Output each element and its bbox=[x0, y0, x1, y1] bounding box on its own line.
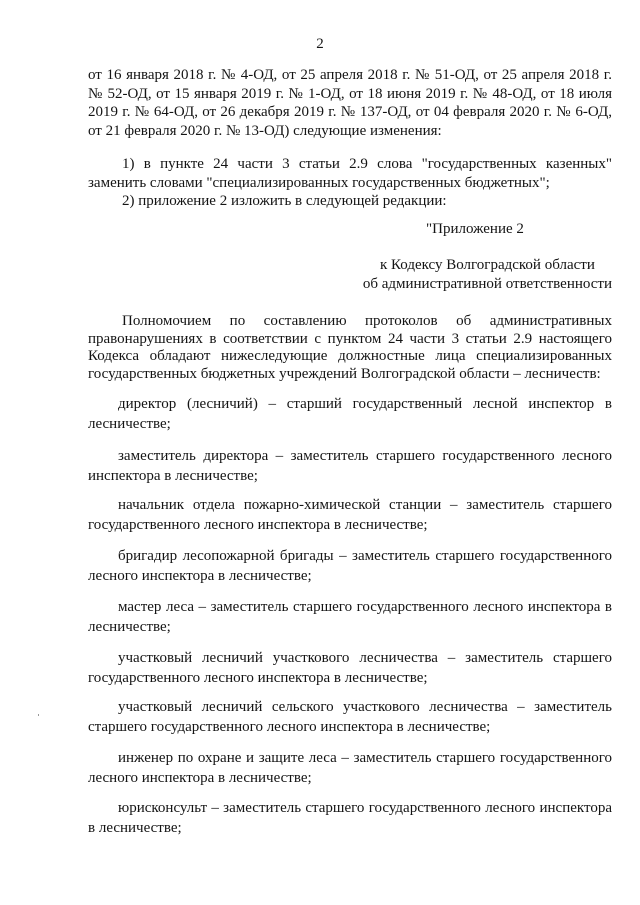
official-entry-director: директор (лесничий) – старший государственный лесной инспектор в лесничестве; bbox=[88, 396, 612, 432]
official-entry-rural-district-forester: участковый лесничий сельского участкового лесничества – заместитель старшего государственного лесного инспектора в лесничестве; bbox=[88, 699, 612, 735]
amendment-item-1: 1) в пункте 24 части 3 статьи 2.9 слова "государственных казенных" заменить словами "специализированных государственных бюджетных"; bbox=[88, 156, 612, 191]
annex-reference bbox=[363, 256, 612, 294]
official-entry-forest-master: мастер леса – заместитель старшего государственного лесного инспектора в лесничестве; bbox=[88, 599, 612, 635]
margin-mark bbox=[38, 714, 39, 716]
official-entry-fire-brigade-leader: бригадир лесопожарной бригады – заместитель старшего государственного лесного инспектора в лесничестве; bbox=[88, 548, 612, 584]
intro-paragraph: от 16 января 2018 г. № 4-ОД, от 25 апреля 2018 г. № 51-ОД, от 25 апреля 2018 г. № 52-ОД, от 15 января 2019 г. № 1-ОД, от 18 июня 2019 г. № 48-ОД, от 18 июля 2019 г. № 64-ОД, от 26 декабря 2019 г. № 137-ОД, от 04 февраля 2020 г. № 6-ОД, от 21 февраля 2020 г. № 13-ОД) следующие изменения: bbox=[88, 67, 612, 139]
official-entry-deputy-director: заместитель директора – заместитель старшего государственного лесного инспектора в лесничестве; bbox=[88, 448, 612, 484]
official-entry-protection-engineer: инженер по охране и защите леса – заместитель старшего государственного лесного инспектора в лесничестве; bbox=[88, 750, 612, 786]
annex-reference-line-1: к Кодексу Волгоградской области bbox=[379, 257, 595, 273]
annex-title: "Приложение 2 bbox=[426, 221, 524, 237]
official-entry-legal-advisor: юрисконсульт – заместитель старшего государственного лесного инспектора в лесничестве; bbox=[88, 800, 612, 836]
annex-reference-line-2: об административной ответственности bbox=[362, 276, 612, 292]
official-entry-fire-station-head: начальник отдела пожарно-химической станции – заместитель старшего государственного лесного инспектора в лесничестве; bbox=[88, 497, 612, 533]
official-entry-district-forester: участковый лесничий участкового лесничества – заместитель старшего государственного лесного инспектора в лесничестве; bbox=[88, 650, 612, 686]
amendment-item-2: 2) приложение 2 изложить в следующей редакции: bbox=[122, 193, 447, 209]
preamble-paragraph: Полномочием по составлению протоколов об административных правонарушениях в соответствии с пунктом 24 части 3 статьи 2.9 настоящего Кодекса обладают нижеследующие должностные лица специализированных государственных бюджетных учреждений Волгоградской области – лесничеств: bbox=[88, 313, 612, 382]
page-number: 2 bbox=[316, 36, 324, 52]
